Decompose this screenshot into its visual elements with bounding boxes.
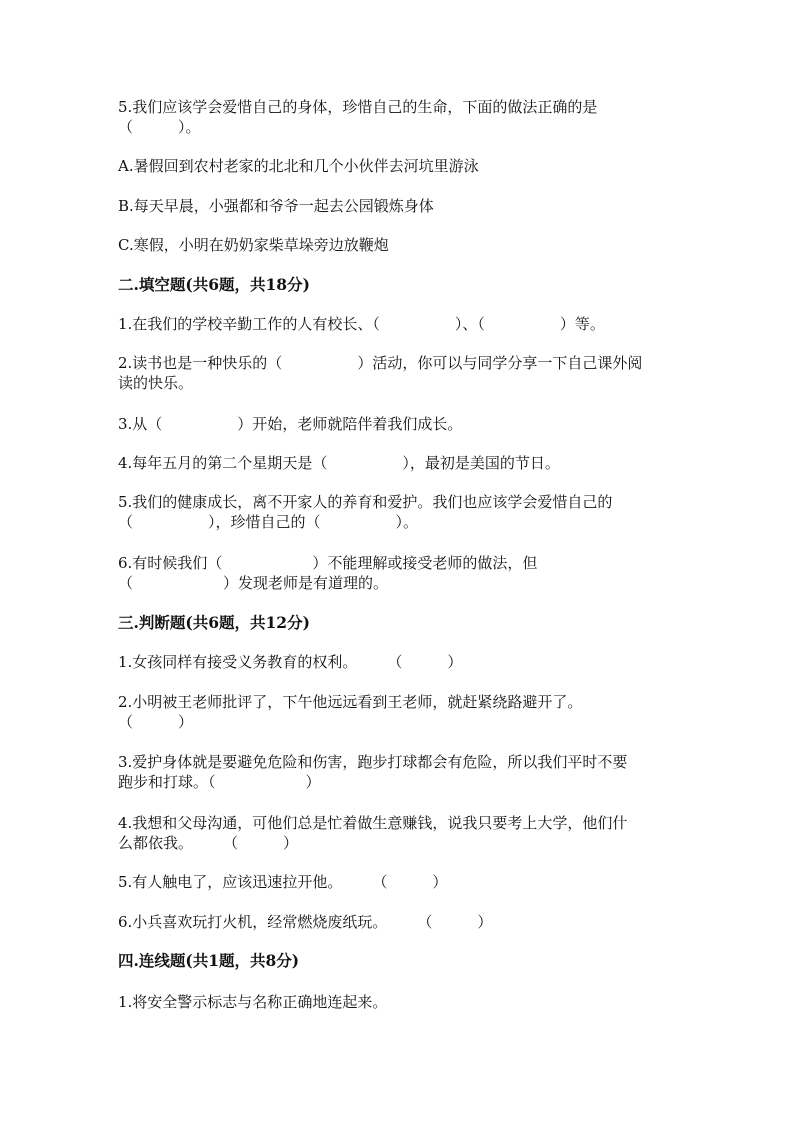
s2-q2-line1: 2.读书也是一种快乐的（ ）活动，你可以与同学分享一下自己课外阅: [118, 354, 643, 372]
s3-q3-line2: 跑步和打球。（ ）: [118, 773, 321, 791]
s4-q1: 1.将安全警示标志与名称正确地连起来。: [118, 993, 388, 1011]
s3-q4-line1: 4.我想和父母沟通，可他们总是忙着做生意赚钱，说我只要考上大学，他们什: [118, 814, 628, 832]
q5-stem-line2: （ ）。: [118, 118, 201, 136]
s2-q3: 3.从（ ）开始，老师就陪伴着我们成长。: [118, 415, 463, 433]
section2-title: 二.填空题(共6题，共18分): [118, 275, 310, 294]
s2-q2-line2: 读的快乐。: [118, 374, 194, 392]
s3-q4-line2: 么都依我。 （ ）: [118, 834, 299, 852]
s2-q4: 4.每年五月的第二个星期天是（ ），最初是美国的节日。: [118, 454, 560, 472]
s2-q6-line2: （ ）发现老师是有道理的。: [118, 574, 389, 592]
s2-q5-line1: 5.我们的健康成长，离不开家人的养育和爱护。我们也应该学会爱惜自己的: [118, 493, 613, 511]
s2-q1: 1.在我们的学校辛勤工作的人有校长、（ ）、（ ）等。: [118, 315, 605, 333]
q5-option-c: C.寒假，小明在奶奶家柴草垛旁边放鞭炮: [118, 236, 389, 254]
section3-title: 三.判断题(共6题，共12分): [118, 613, 310, 632]
s2-q5-line2: （ ），珍惜自己的（ ）。: [118, 513, 419, 531]
s3-q2-line2: （ ）: [118, 713, 194, 731]
s3-q6: 6.小兵喜欢玩打火机，经常燃烧废纸玩。 （ ）: [118, 913, 493, 931]
q5-option-a: A.暑假回到农村老家的北北和几个小伙伴去河坑里游泳: [118, 157, 479, 175]
s3-q2-line1: 2.小明被王老师批评了，下午他远远看到王老师，就赶紧绕路避开了。: [118, 693, 583, 711]
q5-option-b: B.每天早晨，小强都和爷爷一起去公园锻炼身体: [118, 197, 434, 215]
s3-q1: 1.女孩同样有接受义务教育的权利。 （ ）: [118, 653, 463, 671]
q5-stem-line1: 5.我们应该学会爱惜自己的身体，珍惜自己的生命，下面的做法正确的是: [118, 98, 598, 116]
s2-q6-line1: 6.有时候我们（ ）不能理解或接受老师的做法，但: [118, 554, 538, 572]
s3-q3-line1: 3.爱护身体就是要避免危险和伤害，跑步打球都会有危险，所以我们平时不要: [118, 753, 628, 771]
s3-q5: 5.有人触电了，应该迅速拉开他。 （ ）: [118, 873, 448, 891]
section4-title: 四.连线题(共1题，共8分): [118, 951, 300, 970]
